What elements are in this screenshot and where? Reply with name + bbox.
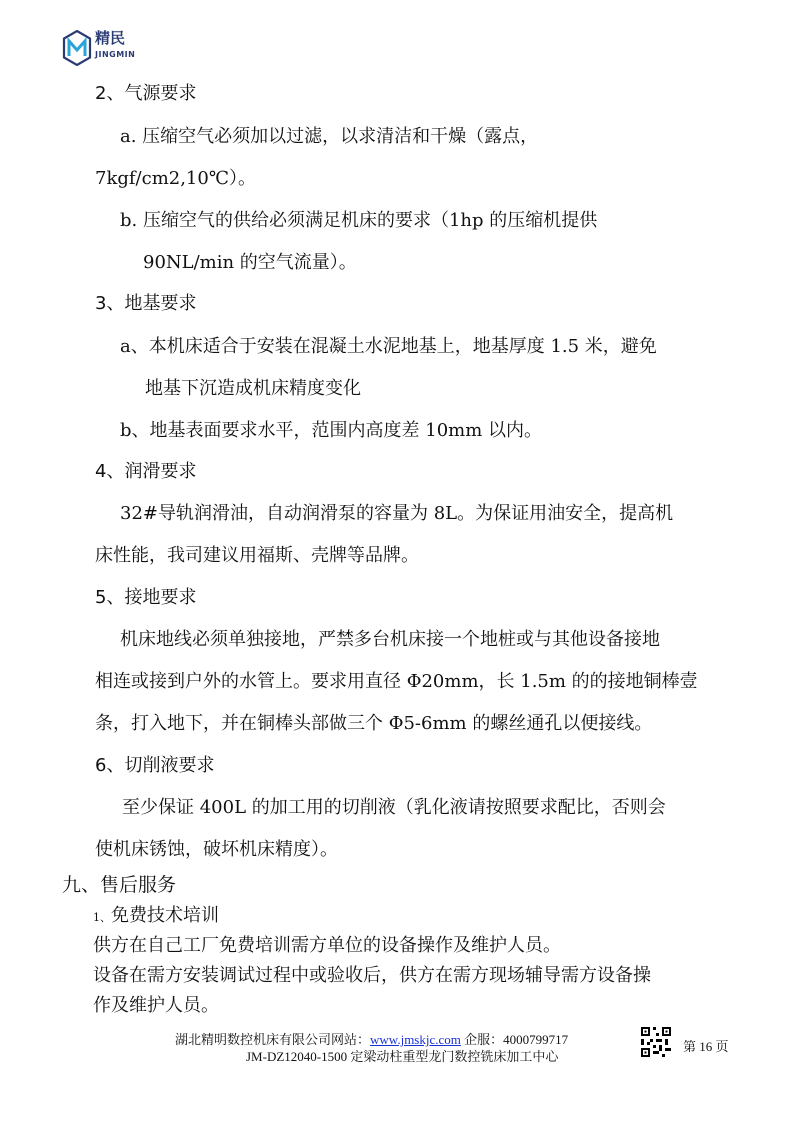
section-4-para-line1: 32#导轨润滑油，自动润滑泵的容量为 8L。为保证用油安全，提高机: [120, 503, 674, 524]
section-9-para-line1: 供方在自己工厂免费培训需方单位的设备操作及维护人员。: [93, 935, 561, 956]
section-9-sub1: [93, 904, 219, 930]
footer-model: JM-DZ12040-1500 定梁动柱重型龙门数控铣床加工中心: [246, 1049, 559, 1064]
section-2-b-line1: b. 压缩空气的供给必须满足机床的要求（1hp 的压缩机提供: [120, 210, 598, 231]
section-2-b-line2: 90NL/min 的空气流量）。: [143, 252, 357, 273]
section-9-sub1-number: 1、: [93, 911, 111, 924]
section-2-a-line1: a. 压缩空气必须加以过滤，以求清洁和干燥（露点，: [120, 126, 539, 147]
footer-company: 湖北精明数控机床有限公司网站：: [175, 1032, 371, 1047]
section-2-a-line2: 7kgf/cm2,10℃）。: [95, 168, 256, 189]
section-9-sub1-text: 免费技术培训: [111, 905, 219, 926]
jingmin-logo-icon: [62, 30, 92, 66]
qr-code-icon: [641, 1027, 671, 1057]
section-9-title: 九、售后服务: [62, 874, 177, 896]
section-5-title: 5、接地要求: [95, 587, 197, 608]
section-6-title: 6、切削液要求: [95, 755, 215, 776]
section-6-para-line1: 至少保证 400L 的加工用的切削液（乳化液请按照要求配比，否则会: [122, 797, 666, 818]
section-6-para-line2: 使机床锈蚀，破坏机床精度）。: [95, 839, 338, 860]
section-2-title: 2、气源要求: [95, 83, 197, 104]
section-5-para-line1: 机床地线必须单独接地，严禁多台机床接一个地桩或与其他设备接地: [120, 629, 660, 650]
logo-brand-en: JINGMIN: [95, 50, 136, 59]
section-9-para-line3: 作及维护人员。: [93, 995, 219, 1016]
section-3-title: 3、地基要求: [95, 293, 197, 314]
section-3-b-line1: b、地基表面要求水平，范围内高度差 10mm 以内。: [120, 420, 543, 441]
section-5-para-line2: 相连或接到户外的水管上。要求用直径 Φ20mm，长 1.5m 的的接地铜棒壹: [95, 671, 698, 692]
footer-website-link[interactable]: www.jmskjc.com: [370, 1032, 461, 1047]
footer-page-number: 第 16 页: [683, 1039, 729, 1054]
section-9-para-line2: 设备在需方安装调试过程中或验收后，供方在需方现场辅导需方设备操: [93, 965, 651, 986]
section-4-para-line2: 床性能，我司建议用福斯、壳牌等品牌。: [95, 545, 419, 566]
section-3-a-line2: 地基下沉造成机床精度变化: [145, 378, 361, 399]
section-4-title: 4、润滑要求: [95, 461, 197, 482]
logo-brand-cn: 精民: [95, 29, 126, 47]
section-3-a-line1: a、本机床适合于安装在混凝土水泥地基上，地基厚度 1.5 米，避免: [120, 336, 657, 357]
section-5-para-line3: 条，打入地下，并在铜棒头部做三个 Φ5-6mm 的螺丝通孔以便接线。: [95, 713, 653, 734]
footer-service: 企服：4000799717: [460, 1032, 569, 1047]
